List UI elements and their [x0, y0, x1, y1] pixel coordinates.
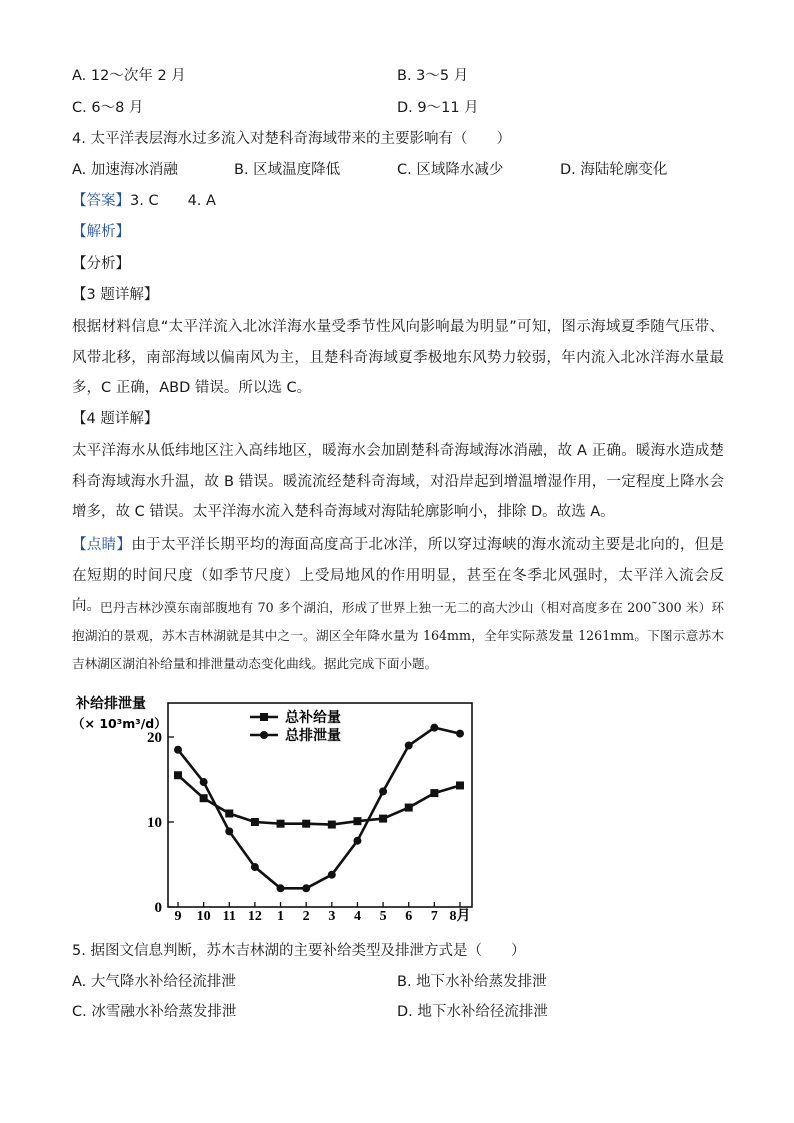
legend-square-marker	[260, 713, 268, 721]
supply-point	[379, 815, 387, 823]
detail3-tag: 【3 题详解】	[72, 287, 159, 303]
fenxi-tag: 【分析】	[72, 256, 130, 272]
lake-balance-chart	[60, 686, 490, 926]
supply-point	[225, 810, 233, 818]
supply-point	[277, 820, 285, 828]
detail3-text: 根据材料信息“太平洋流入北冰洋海水量受季节性风向影响最为明显”可知，图示海域夏季随气压带、风带北移，南部海域以偏南风为主，且楚科奇海域夏季极地东风势力较弱，年内流入北冰洋海水量最多，C 正确，ABD 错误。所以选 C。	[72, 319, 724, 396]
series-line-supply	[178, 775, 460, 824]
supply-point	[200, 794, 208, 802]
x-tick-label: 4	[353, 909, 361, 924]
legend-label: 总排泄量	[285, 728, 341, 744]
discharge-point	[174, 746, 182, 754]
chart-ylabel: 补给排泄量	[76, 696, 146, 712]
answer-text: 3. C 4. A	[130, 193, 216, 209]
q4-stem: 4. 太平洋表层海水过多流入对楚科奇海域带来的主要影响有（ ）	[72, 131, 511, 147]
x-tick-label: 3	[328, 909, 336, 924]
q4-option-d: D. 海陆轮廓变化	[560, 162, 668, 178]
answer-line	[72, 191, 216, 211]
x-tick-label: 6	[405, 909, 413, 924]
x-tick-label: 9	[174, 909, 182, 924]
discharge-point	[302, 884, 310, 892]
x-tick-label: 1	[277, 909, 285, 924]
x-tick-label: 11	[222, 909, 236, 924]
x-tick-label: 5	[379, 909, 387, 924]
discharge-point	[379, 787, 387, 795]
q5-option-d: D. 地下水补给径流排泄	[397, 1004, 548, 1020]
y-tick-label: 20	[147, 730, 162, 746]
q4-option-b: B. 区域温度降低	[234, 162, 341, 178]
q3-option-a: A. 12～次年 2 月	[72, 68, 186, 84]
supply-point	[174, 771, 182, 779]
discharge-point	[277, 884, 285, 892]
discharge-point	[251, 863, 259, 871]
intro-text: 巴丹吉林沙漠东南部腹地有 70 多个湖泊，形成了世界上独一无二的高大沙山（相对高度多在 200˜300 米）环抱湖泊的景观，苏木吉林湖就是其中之一。湖区全年降水量为 164mm，全年实际蒸发量 1261mm。下图示意苏木吉林湖区湖泊补给量和排泄量动态变化曲线。据此完成下面小题。	[72, 600, 724, 671]
supply-point	[430, 789, 438, 797]
x-tick-label: 7	[430, 909, 438, 924]
x-tick-label: 2	[302, 909, 310, 924]
discharge-point	[405, 742, 413, 750]
detail4-text: 太平洋海水从低纬地区注入高纬地区，暖海水会加剧楚科奇海域海冰消融，故 A 正确。暖海水造成楚科奇海域海水升温，故 B 错误。暖流流经楚科奇海域，对沿岸起到增温增湿作用，一定程度上降水会增多，故 C 错误。太平洋海水流入楚科奇海域对海陆轮廓影响小，排除 D。故选 A。	[72, 443, 724, 520]
detail4-tag: 【4 题详解】	[72, 411, 159, 427]
q5-option-c: C. 冰雪融水补给蒸发排泄	[72, 1004, 237, 1020]
supply-point	[328, 821, 336, 829]
legend-label: 总补给量	[285, 710, 341, 726]
answer-tag: 【答案】	[72, 193, 130, 209]
supply-point	[353, 817, 361, 825]
discharge-point	[200, 778, 208, 786]
analysis-tag: 【解析】	[72, 224, 130, 240]
q5-stem: 5. 据图文信息判断，苏木吉林湖的主要补给类型及排泄方式是（ ）	[72, 943, 526, 959]
x-tick-label: 10	[196, 909, 211, 924]
supply-point	[405, 804, 413, 812]
q4-option-c: C. 区域降水减少	[397, 162, 504, 178]
x-tick-label: 8月	[449, 909, 471, 924]
chart-ylabel-unit: （× 10³m³/d）	[72, 716, 167, 731]
y-tick-label: 10	[147, 815, 162, 831]
supply-point	[251, 818, 259, 826]
y-tick-label: 0	[154, 900, 162, 916]
discharge-point	[353, 837, 361, 845]
q4-option-a: A. 加速海冰消融	[72, 162, 178, 178]
supply-point	[456, 781, 464, 789]
discharge-point	[456, 730, 464, 738]
q5-option-b: B. 地下水补给蒸发排泄	[397, 974, 547, 990]
discharge-point	[430, 724, 438, 732]
intro-paragraph	[72, 594, 724, 678]
x-tick-label: 12	[247, 909, 262, 924]
q3-option-b: B. 3～5 月	[397, 68, 469, 84]
discharge-point	[225, 827, 233, 835]
supply-point	[302, 820, 310, 828]
discharge-point	[328, 871, 336, 879]
q3-option-c: C. 6～8 月	[72, 100, 144, 116]
legend-circle-marker	[260, 731, 268, 739]
dianjing-text: 由于太平洋长期平均的海面高度高于北冰洋，所以穿过海峡的海水流动主要是北向的，但是在短期的时间尺度（如季节尺度）上受局地风的作用明显，甚至在冬季北风强时，太平洋入流会反向。	[72, 537, 725, 614]
q5-option-a: A. 大气降水补给径流排泄	[72, 974, 236, 990]
q3-option-d: D. 9～11 月	[397, 100, 479, 116]
dianjing-tag: 【点睛】	[72, 537, 132, 553]
